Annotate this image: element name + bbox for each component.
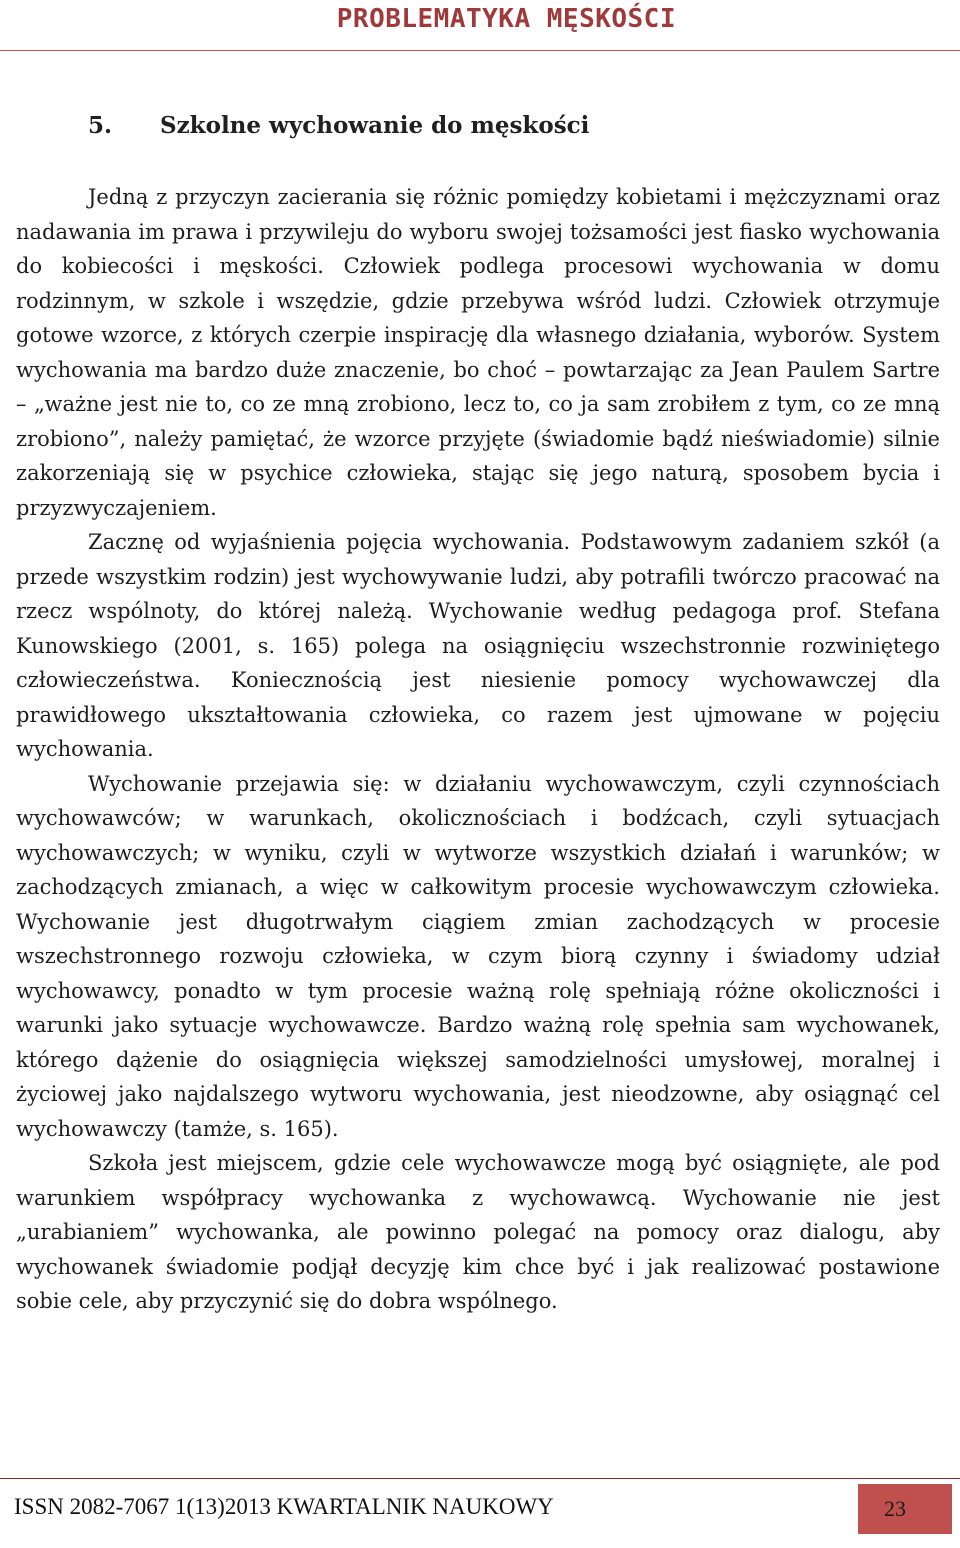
paragraph-2: Zacznę od wyjaśnienia pojęcia wychowania. Podstawowym zadaniem szkół (a przede wszystkim rodzin) jest wychowywanie ludzi, aby potrafili twórczo pracować na rzecz wspólnoty, do której należą. Wychowanie według pedagoga prof. Stefana Kunowskiego (2001, s. 165) polega na osiągnięciu wszechstronnie rozwiniętego człowieczeństwa. Koniecznością jest niesienie pomocy wychowawczej dla prawidłowego ukształtowania człowieka, co razem jest ujmowane w pojęciu wychowania. bbox=[16, 530, 940, 761]
paragraph-3: Wychowanie przejawia się: w działaniu wychowawczym, czyli czynnościach wychowawców; w warunkach, okolicznościach i bodźcach, czyli sytuacjach wychowawczych; w wyniku, czyli w wytworze wszystkich działań i warunków; w zachodzących zmianach, a więc w całkowitym procesie wychowawczym człowieka. Wychowanie jest długotrwałym ciągiem zmian zachodzących w procesie wszechstronnego rozwoju człowieka, w czym biorą czynny i świadomy udział wychowawcy, ponadto w tym procesie ważną rolę spełniają różne okoliczności i warunki jako sytuacje wychowawcze. Bardzo ważną rolę spełnia sam wychowanek, którego dążenie do osiągnięcia większej samodzielności umysłowej, moralnej i życiowej jako najdalszego wytworu wychowania, jest nieodzowne, aby osiągnąć cel wychowawczy (tamże, s. 165). bbox=[16, 771, 940, 1141]
paragraph-1: Jedną z przyczyn zacierania się różnic pomiędzy kobietami i mężczyznami oraz nadawania im prawa i przywileju do wyboru swojej tożsamości jest fiasko wychowania do kobiecości i męskości. Człowiek podlega procesowi wychowania w domu rodzinnym, w szkole i wszędzie, gdzie przebywa wśród ludzi. Człowiek otrzymuje gotowe wzorce, z których czerpie inspirację dla własnego działania, wyborów. System wychowania ma bardzo duże znaczenie, bo choć – powtarzając za Jean Paulem Sartre – „ważne jest nie to, co ze mną zrobiono, lecz to, co ja sam zrobiłem z tym, co ze mną zrobiono”, należy pamiętać, że wzorce przyjęte (świadomie bądź nieświadomie) silnie zakorzeniają się w psychice człowieka, stając się jego naturą, sposobem bycia i przyzwyczajeniem. bbox=[16, 185, 940, 520]
paragraph-4: Szkoła jest miejscem, gdzie cele wychowawcze mogą być osiągnięte, ale pod warunkiem współpracy wychowanka z wychowawcą. Wychowanie nie jest „urabianiem” wychowanka, ale powinno polegać na pomocy oraz dialogu, aby wychowanek świadomie podjął decyzję kim chce być i jak realizować postawione sobie cele, aby przyczynić się do dobra wspólnego. bbox=[16, 1151, 940, 1313]
footer-journal-info: ISSN 2082-7067 1(13)2013 KWARTALNIK NAUKOWY bbox=[14, 1494, 554, 1519]
page-number-box bbox=[858, 1484, 952, 1534]
body-text bbox=[16, 180, 940, 1319]
header-rule bbox=[0, 50, 960, 51]
section-title: Szkolne wychowanie do męskości bbox=[160, 112, 590, 139]
section-number: 5. bbox=[88, 112, 113, 139]
section-heading bbox=[88, 112, 589, 139]
footer-rule bbox=[0, 1478, 960, 1479]
running-header: PROBLEMATYKA MĘSKOŚCI bbox=[336, 4, 676, 34]
page-number: 23 bbox=[884, 1496, 906, 1521]
